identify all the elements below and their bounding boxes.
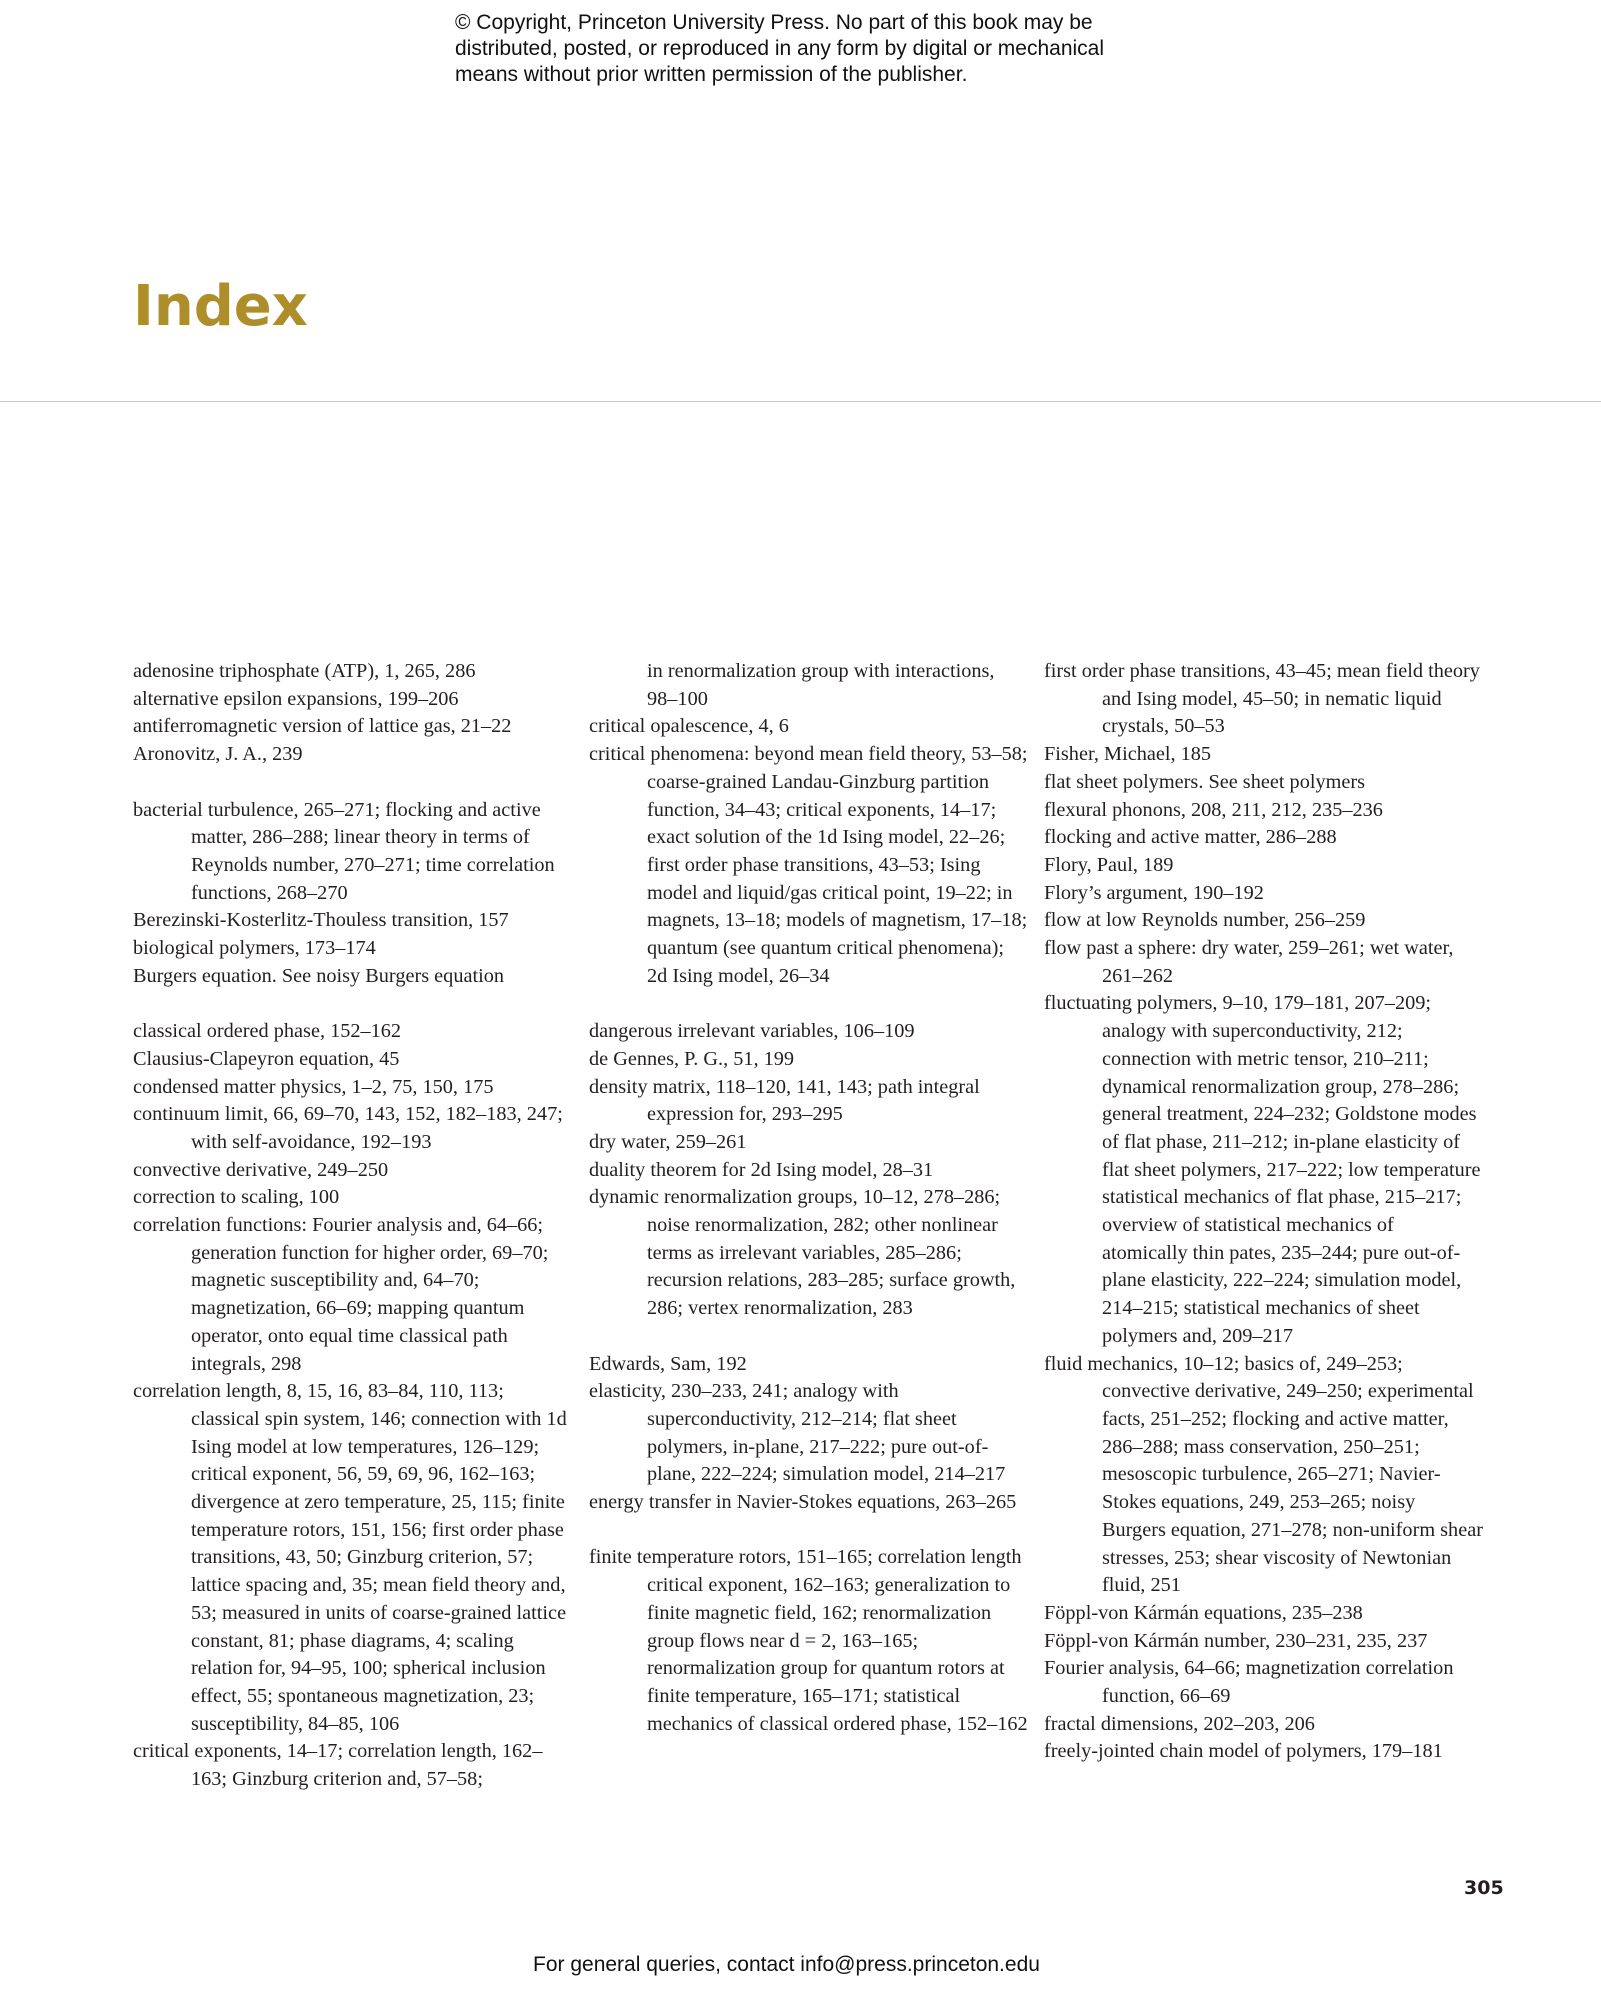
index-entry: flow at low Reynolds number, 256–259 xyxy=(1044,909,1366,932)
index-entry: classical ordered phase, 152–162 xyxy=(133,1020,402,1043)
index-entry: first order phase transitions, 43–45; mean field theory and Ising model, 45–50; in nematic liquid crystals, 50–53 xyxy=(1044,660,1480,738)
index-entry: flow past a sphere: dry water, 259–261; wet water, 261–262 xyxy=(1044,937,1454,987)
index-entry: condensed matter physics, 1–2, 75, 150, 175 xyxy=(133,1075,494,1098)
index-entry: dynamic renormalization groups, 10–12, 278–286; noise renormalization, 282; other nonlinear terms as irrelevant variables, 285–286; recursion relations, 283–285; surface growth, 286; vertex renormalization, 283 xyxy=(589,1186,1016,1320)
index-entry: elasticity, 230–233, 241; analogy with superconductivity, 212–214; flat sheet polymers, in-plane, 217–222; pure out-of-plane, 222–224; simulation model, 214–217 xyxy=(589,1380,1006,1486)
copyright-line: means without prior written permission of the publisher. xyxy=(455,63,968,86)
index-entry: Burgers equation. See noisy Burgers equation xyxy=(133,964,505,987)
index-entry: Flory, Paul, 189 xyxy=(1044,853,1174,876)
index-entry: Clausius-Clapeyron equation, 45 xyxy=(133,1047,400,1070)
page-title: Index xyxy=(133,274,308,339)
index-entry: Edwards, Sam, 192 xyxy=(589,1352,747,1375)
index-entry: continuum limit, 66, 69–70, 143, 152, 182–183, 247; with self-avoidance, 192–193 xyxy=(133,1103,563,1153)
index-entry: Föppl-von Kármán number, 230–231, 235, 237 xyxy=(1044,1629,1428,1652)
index-entry: Fisher, Michael, 185 xyxy=(1044,743,1212,766)
index-entry: energy transfer in Navier-Stokes equations, 263–265 xyxy=(589,1491,1017,1514)
index-entry: convective derivative, 249–250 xyxy=(133,1158,389,1181)
index-entry: de Gennes, P. G., 51, 199 xyxy=(589,1047,795,1070)
index-column-2 xyxy=(589,658,1029,1738)
index-entry: Föppl-von Kármán equations, 235–238 xyxy=(1044,1601,1363,1624)
index-entry: fluid mechanics, 10–12; basics of, 249–253; convective derivative, 249–250; experimental facts, 251–252; flocking and active matter, 286–288; mass conservation, 250–251; mesoscopic turbulence, 265–271; Navier-Stokes equations, 249, 253–265; noisy Burgers equation, 271–278; non-uniform shear stresses, 253; shear viscosity of Newtonian fluid, 251 xyxy=(1044,1352,1483,1597)
footer-contact: For general queries, contact info@press.princeton.edu xyxy=(533,1953,1040,1976)
index-entry: Aronovitz, J. A., 239 xyxy=(133,743,303,766)
title-divider xyxy=(0,401,1601,402)
index-entry: biological polymers, 173–174 xyxy=(133,937,376,960)
index-entry: bacterial turbulence, 265–271; flocking and active matter, 286–288; linear theory in terms of Reynolds number, 270–271; time correlation functions, 268–270 xyxy=(133,798,555,904)
index-entry: correlation length, 8, 15, 16, 83–84, 110, 113; classical spin system, 146; connection with 1d Ising model at low temperatures, 126–129; critical exponent, 56, 59, 69, 96, 162–163; divergence at zero temperature, 25, 115; finite temperature rotors, 151, 156; first order phase transitions, 43, 50; Ginzburg criterion, 57; lattice spacing and, 35; mean field theory and, 53; measured in units of coarse-grained lattice constant, 81; phase diagrams, 4; scaling relation for, 94–95, 100; spherical inclusion effect, 55; spontaneous magnetization, 23; susceptibility, 84–85, 106 xyxy=(133,1380,567,1735)
index-entry: density matrix, 118–120, 141, 143; path integral expression for, 293–295 xyxy=(589,1075,980,1126)
index-entry: alternative epsilon expansions, 199–206 xyxy=(133,687,459,710)
index-entry: correction to scaling, 100 xyxy=(133,1186,340,1209)
copyright-notice xyxy=(455,10,1215,88)
index-entry: flexural phonons, 208, 211, 212, 235–236 xyxy=(1044,798,1383,821)
index-entry: Berezinski-Kosterlitz-Thouless transition, 157 xyxy=(133,909,509,932)
page-number: 305 xyxy=(1464,1877,1504,1899)
index-entry: critical opalescence, 4, 6 xyxy=(589,715,789,738)
index-entry: fluctuating polymers, 9–10, 179–181, 207–209; analogy with superconductivity, 212; connection with metric tensor, 210–211; dynamical renormalization group, 278–286; general treatment, 224–232; Goldstone modes of flat phase, 211–212; in-plane elasticity of flat sheet polymers, 217–222; low temperature statistical mechanics of flat phase, 215–217; overview of statistical mechanics of atomically thin pates, 235–244; pure out-of-plane elasticity, 222–224; simulation model, 214–215; statistical mechanics of sheet polymers and, 209–217 xyxy=(1044,992,1481,1347)
index-entry: dry water, 259–261 xyxy=(589,1130,747,1153)
index-entry: flat sheet polymers. See sheet polymers xyxy=(1044,770,1366,793)
index-entry: duality theorem for 2d Ising model, 28–31 xyxy=(589,1158,934,1181)
index-column-3 xyxy=(1044,658,1484,1766)
index-entry: Flory’s argument, 190–192 xyxy=(1044,881,1264,904)
index-entry: fractal dimensions, 202–203, 206 xyxy=(1044,1712,1315,1735)
index-entry: adenosine triphosphate (ATP), 1, 265, 286 xyxy=(133,660,476,682)
index-entry: critical exponents, 14–17; correlation length, 162–163; Ginzburg criterion and, 57–58; xyxy=(133,1740,543,1791)
index-entry: flocking and active matter, 286–288 xyxy=(1044,826,1337,849)
copyright-line: distributed, posted, or reproduced in any form by digital or mechanical xyxy=(455,37,1105,60)
copyright-line: © Copyright, Princeton University Press. No part of this book may be xyxy=(455,11,1093,34)
index-entry: in renormalization group with interactions, 98–100 xyxy=(647,660,995,710)
index-entry: antiferromagnetic version of lattice gas, 21–22 xyxy=(133,715,512,738)
index-entry: dangerous irrelevant variables, 106–109 xyxy=(589,1020,915,1043)
index-entry: critical phenomena: beyond mean field theory, 53–58; coarse-grained Landau-Ginzburg partition function, 34–43; critical exponents, 14–17; exact solution of the 1d Ising model, 22–26; first order phase transitions, 43–53; Ising model and liquid/gas critical point, 19–22; in magnets, 13–18; models of magnetism, 17–18; quantum (see quantum critical phenomena); 2d Ising model, 26–34 xyxy=(589,743,1028,987)
index-entry: freely-jointed chain model of polymers, 179–181 xyxy=(1044,1740,1443,1763)
index-entry: finite temperature rotors, 151–165; correlation length critical exponent, 162–163; generalization to finite magnetic field, 162; renormalization group flows near d = 2, 163–165; renormalization group for quantum rotors at finite temperature, 165–171; statistical mechanics of classical ordered phase, 152–162 xyxy=(589,1546,1028,1735)
index-entry: correlation functions: Fourier analysis and, 64–66; generation function for higher order, 69–70; magnetic susceptibility and, 64–70; magnetization, 66–69; mapping quantum operator, onto equal time classical path integrals, 298 xyxy=(133,1214,549,1375)
index-column-1 xyxy=(133,658,573,1794)
index-entry: Fourier analysis, 64–66; magnetization correlation function, 66–69 xyxy=(1044,1657,1454,1708)
